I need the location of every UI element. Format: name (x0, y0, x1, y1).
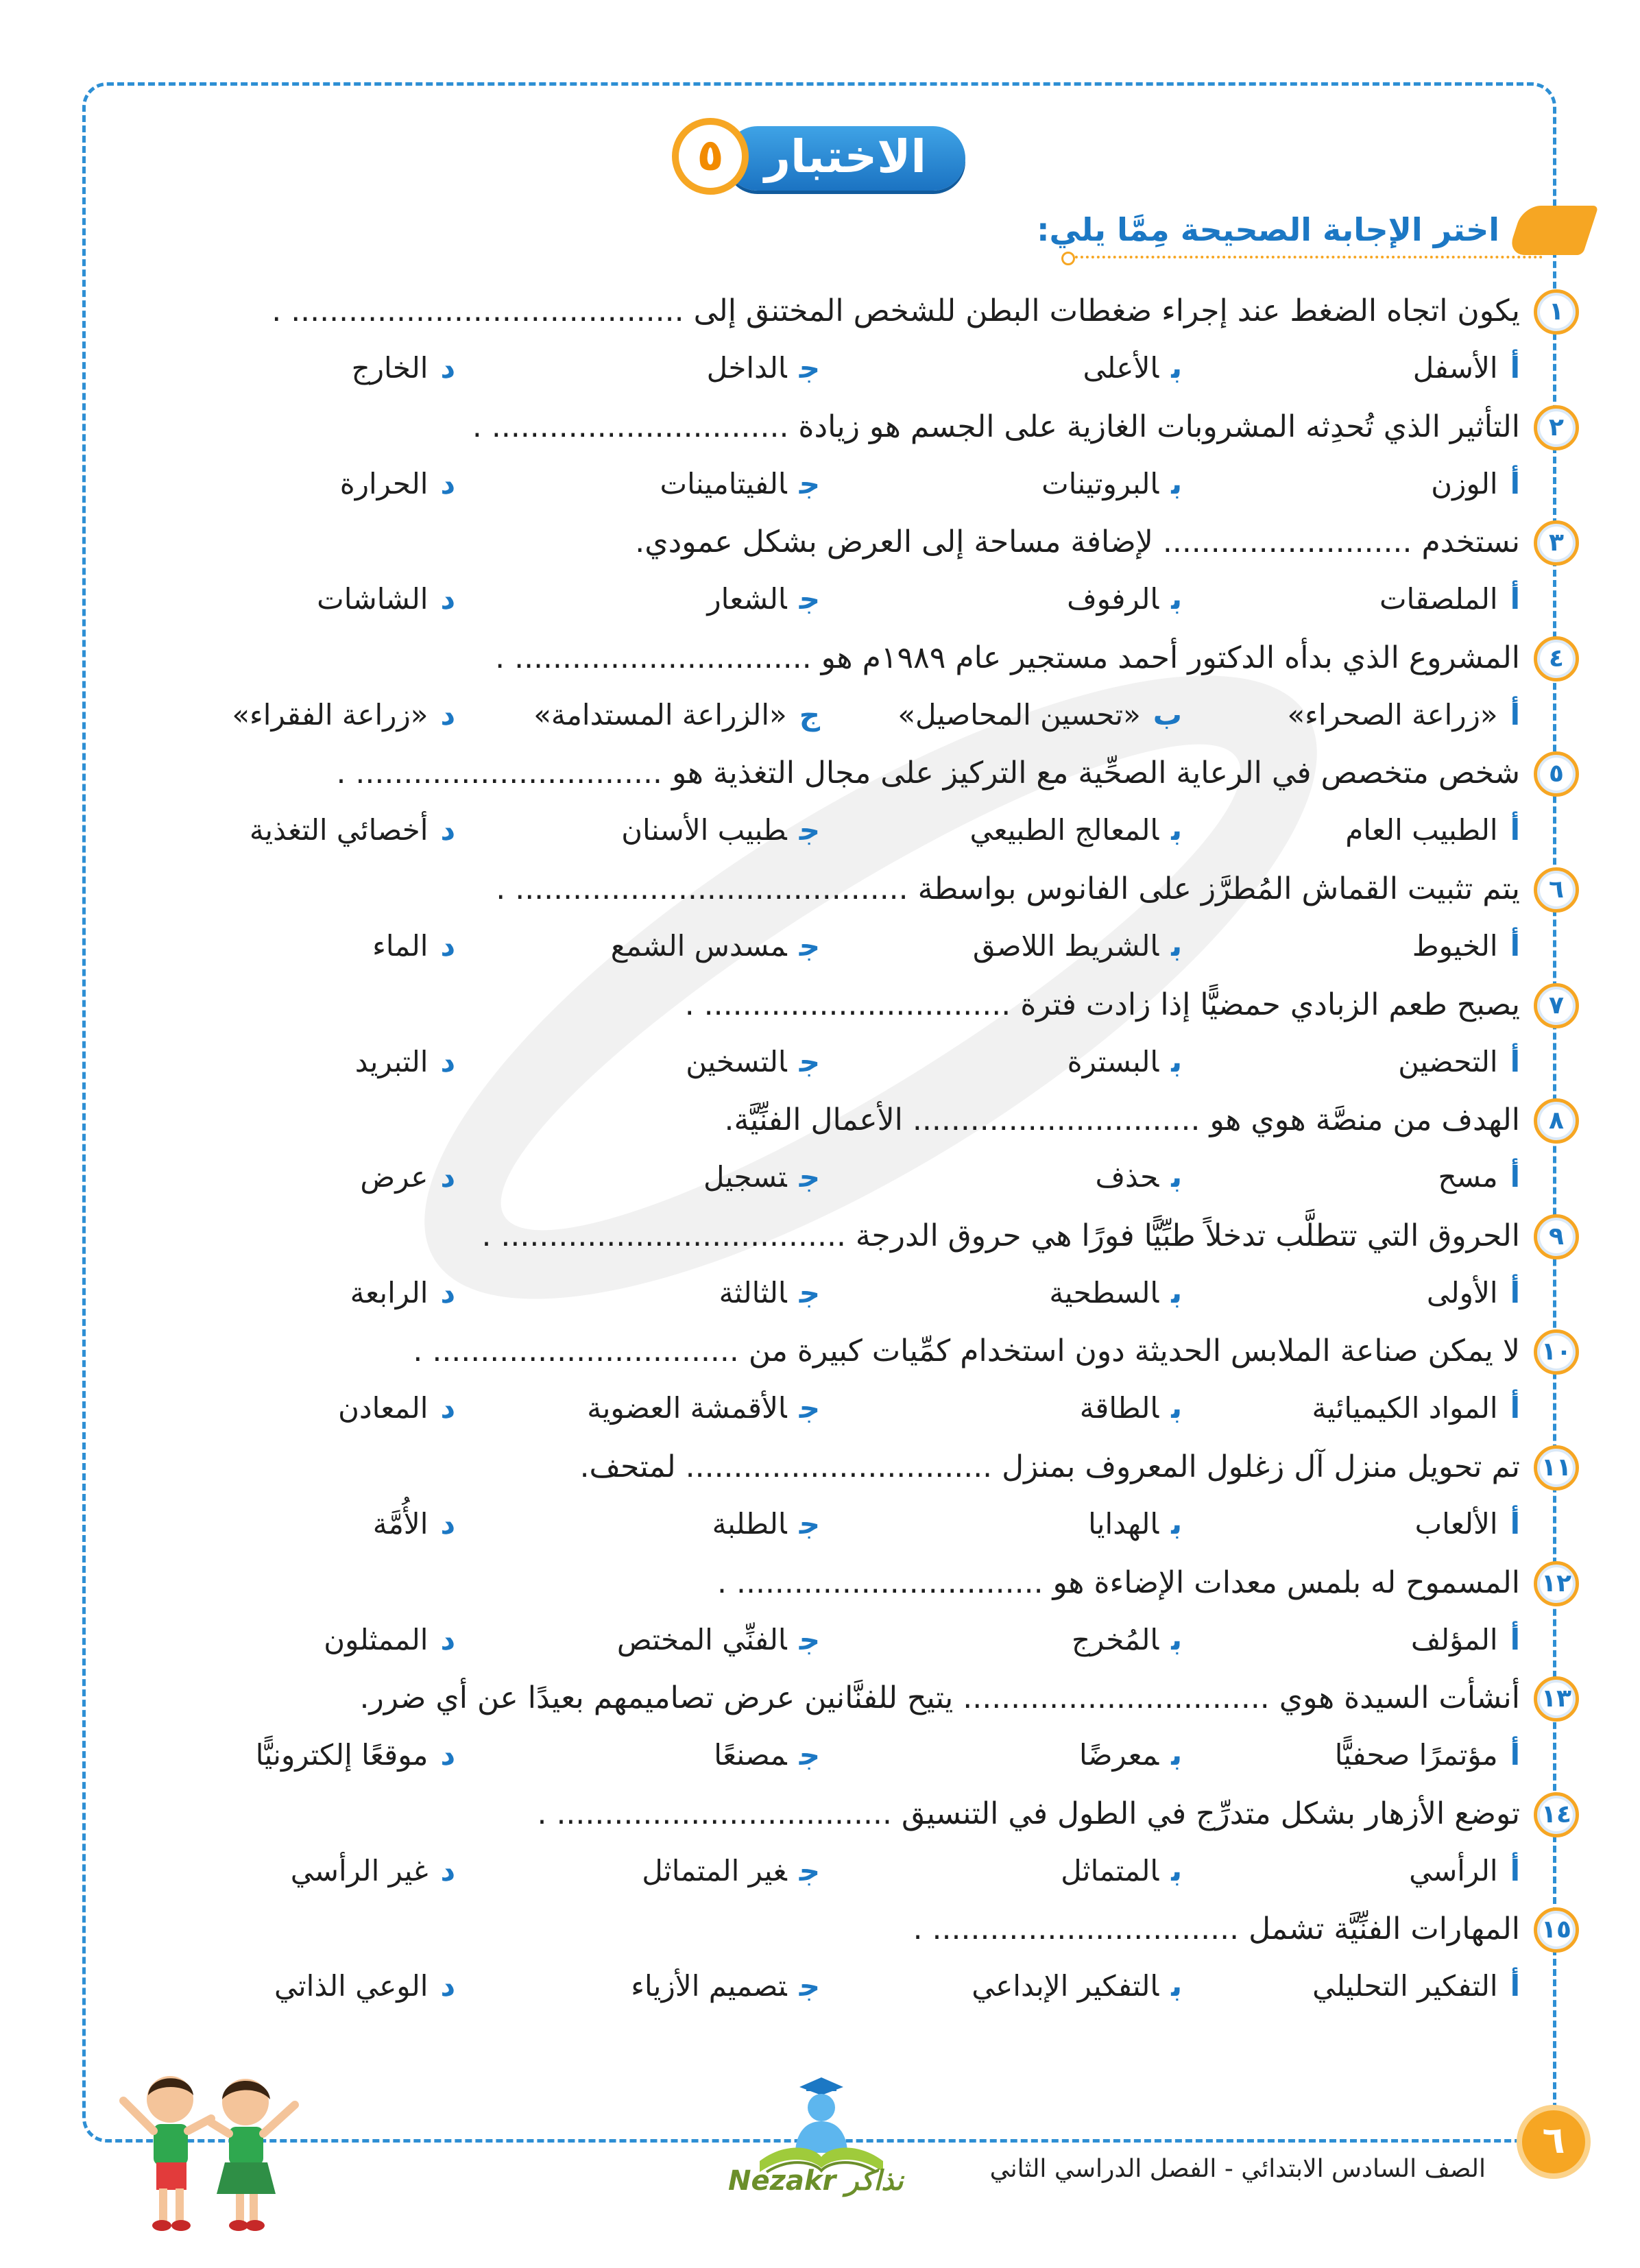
option-label: طبيب الأسنان (621, 813, 787, 847)
option-label: التفكير الإبداعي (972, 1969, 1159, 2003)
question-item (0, 749, 1640, 865)
option-label: الخيوط (1412, 929, 1498, 963)
question-text: يتم تثبيت القماش المُطرَّز على الفانوس بواسطة ......................................... . (496, 871, 1520, 906)
option-label: التفكير التحليلي (1312, 1969, 1498, 2003)
answer-option[interactable] (256, 1731, 455, 1779)
answer-option[interactable] (1312, 1384, 1520, 1432)
answer-option[interactable] (621, 806, 820, 854)
option-label: الثالثة (719, 1276, 787, 1310)
option-letter: د (440, 467, 455, 500)
answer-option[interactable] (250, 806, 455, 854)
option-label: الحرارة (339, 467, 429, 500)
option-label: المعادن (338, 1391, 429, 1425)
option-label: التسخين (686, 1045, 787, 1078)
option-letter: ج (799, 1738, 820, 1772)
option-letter: ج (799, 1391, 820, 1425)
option-label: «زراعة الفقراء» (232, 698, 429, 732)
question-number-badge: ٥ (1534, 751, 1579, 797)
answer-option[interactable] (232, 691, 455, 739)
answer-option[interactable] (1335, 1731, 1520, 1779)
question-item (0, 865, 1640, 981)
answer-option[interactable] (712, 1500, 820, 1548)
option-letter: ج (799, 698, 820, 732)
question-text: الهدف من منصَّة هوي هو .............................. الأعمال الفنِّيَّة. (724, 1102, 1520, 1137)
option-letter: ج (799, 813, 820, 847)
option-label: الرفوف (1067, 582, 1159, 616)
option-letter: أ (1510, 582, 1520, 616)
answer-option[interactable] (1061, 1847, 1182, 1895)
option-letter: ج (799, 1854, 820, 1887)
option-letter: ب (1171, 1276, 1182, 1310)
question-text: شخص متخصص في الرعاية الصحِّية مع التركيز على مجال التغذية هو ................................ . (336, 756, 1520, 791)
question-text: نستخدم .......................... لإضافة مساحة إلى العرض بشكل عمودي. (635, 524, 1520, 559)
option-label: الهدايا (1088, 1507, 1159, 1541)
question-number-badge: ٩ (1534, 1214, 1579, 1259)
question-number-badge: ١٤ (1534, 1792, 1579, 1837)
answer-option[interactable] (1079, 1731, 1182, 1779)
option-letter: د (440, 1045, 455, 1078)
option-letter: ب (1171, 1507, 1182, 1541)
page-number-badge: ٦ (1517, 2105, 1591, 2179)
answer-option[interactable] (291, 1847, 455, 1895)
answer-option[interactable] (352, 344, 455, 392)
option-label: عرض (360, 1160, 429, 1194)
option-label: الأولى (1426, 1276, 1498, 1310)
question-text: المسموح له بلمس معدات الإضاءة هو ................................ . (717, 1565, 1520, 1600)
option-label: «زراعة الصحراء» (1287, 698, 1498, 732)
answer-option[interactable] (707, 575, 820, 623)
option-letter: د (440, 813, 455, 847)
answer-option[interactable] (1096, 1153, 1182, 1201)
answer-option[interactable] (1049, 1269, 1182, 1317)
option-letter: أ (1510, 351, 1520, 385)
option-label: الطاقة (1079, 1391, 1159, 1425)
answer-option[interactable] (617, 1616, 820, 1664)
answer-option[interactable] (660, 460, 820, 508)
question-item (0, 1443, 1640, 1559)
question-number-badge: ٧ (1534, 983, 1579, 1028)
option-letter: أ (1510, 813, 1520, 847)
answer-option[interactable] (1083, 344, 1182, 392)
option-letter: أ (1510, 1738, 1520, 1772)
option-letter: أ (1510, 1623, 1520, 1656)
answer-option[interactable] (1413, 344, 1520, 392)
question-item (0, 1096, 1640, 1212)
answer-option[interactable] (355, 1038, 455, 1086)
option-letter: أ (1510, 698, 1520, 732)
answer-option[interactable] (1067, 575, 1182, 623)
answer-option[interactable] (1068, 1038, 1182, 1086)
option-letter: د (440, 1969, 455, 2003)
answer-option[interactable] (274, 1962, 455, 2010)
option-label: الوزن (1431, 467, 1498, 500)
option-label: المعالج الطبيعي (969, 813, 1159, 847)
option-label: التحضين (1398, 1045, 1498, 1078)
option-label: «الزراعة المستدامة» (533, 698, 787, 732)
option-letter: د (440, 1507, 455, 1541)
answer-option[interactable] (1398, 1038, 1520, 1086)
brand-name: Nezakr نذاكر (728, 2165, 904, 2197)
answer-option[interactable] (1072, 1616, 1182, 1664)
question-number-badge: ٤ (1534, 636, 1579, 681)
option-label: غير الرأسي (290, 1854, 429, 1887)
option-letter: ب (1171, 1623, 1182, 1656)
answer-option[interactable] (350, 1269, 455, 1317)
answer-option[interactable] (1080, 1384, 1182, 1432)
answer-option[interactable] (1438, 1153, 1520, 1201)
option-label: السطحية (1049, 1276, 1159, 1310)
answer-option[interactable] (703, 1153, 820, 1201)
option-label: البسترة (1067, 1045, 1159, 1078)
option-label: الوعي الذاتي (274, 1969, 429, 2003)
option-label: البروتينات (1041, 467, 1159, 500)
instruction-text: اختر الإجابة الصحيحة مِمَّا يلي: (1037, 211, 1499, 248)
option-letter: ج (799, 1623, 820, 1656)
answer-option[interactable] (1041, 460, 1182, 508)
answer-option[interactable] (1415, 1500, 1520, 1548)
option-label: الطبيب العام (1345, 813, 1498, 847)
option-label: الملصقات (1379, 582, 1498, 616)
option-label: مسدس الشمع (610, 929, 787, 963)
answer-option[interactable] (1345, 806, 1520, 854)
option-label: الماء (372, 929, 429, 963)
option-label: الألعاب (1414, 1507, 1498, 1541)
question-item (0, 1789, 1640, 1906)
option-letter: ب (1171, 582, 1182, 616)
option-label: المواد الكيميائية (1312, 1391, 1498, 1425)
question-text: التأثير الذي تُحدِثه المشروبات الغازية على الجسم هو زيادة ............................... . (472, 409, 1520, 444)
answer-option[interactable] (631, 1962, 820, 2010)
answer-option[interactable] (1431, 460, 1520, 508)
question-number-badge: ١٢ (1534, 1561, 1579, 1606)
question-item (0, 1905, 1640, 2021)
answer-option[interactable] (719, 1269, 820, 1317)
answer-option[interactable] (1088, 1500, 1182, 1548)
option-letter: د (440, 1276, 455, 1310)
exam-title-label: الاختبار (725, 126, 965, 191)
option-letter: أ (1510, 929, 1520, 963)
answer-option[interactable] (642, 1847, 820, 1895)
option-letter: ب (1153, 698, 1182, 732)
option-letter: د (440, 582, 455, 616)
question-number-badge: ٦ (1534, 867, 1579, 913)
question-item (0, 518, 1640, 634)
answer-option[interactable] (686, 1038, 820, 1086)
answer-option[interactable] (1427, 1269, 1520, 1317)
option-letter: ج (799, 1507, 820, 1541)
option-label: الأُمَّة (372, 1507, 429, 1541)
option-label: الخارج (351, 351, 429, 385)
question-text: لا يمكن صناعة الملابس الحديثة دون استخدام كمِّيات كبيرة من ................................ . (413, 1334, 1520, 1368)
option-label: الرابعة (350, 1276, 429, 1310)
option-label: مسح (1438, 1160, 1498, 1194)
answer-option[interactable] (317, 575, 455, 623)
option-letter: ب (1171, 467, 1182, 500)
option-label: الشريط اللاصق (972, 929, 1159, 963)
option-letter: ب (1171, 813, 1182, 847)
option-letter: د (440, 698, 455, 732)
option-label: الممثلون (324, 1623, 429, 1656)
answer-option[interactable] (1287, 691, 1520, 739)
answer-option[interactable] (533, 691, 820, 739)
option-label: تصميم الأزياء (631, 1969, 787, 2003)
question-text: المشروع الذي بدأه الدكتور أحمد مستجير عام ١٩٨٩م هو ............................... . (495, 640, 1520, 675)
question-item (0, 1674, 1640, 1790)
answer-option[interactable] (324, 1616, 455, 1664)
answer-option[interactable] (969, 806, 1182, 854)
option-letter: ب (1171, 1045, 1182, 1078)
option-label: المُخرج (1071, 1623, 1159, 1656)
answer-option[interactable] (714, 1731, 820, 1779)
question-text: يصبح طعم الزبادي حمضيًّا إذا زادت فترة ................................ . (684, 987, 1520, 1022)
option-label: «تحسين المحاصيل» (897, 698, 1141, 732)
answer-option[interactable] (1312, 1962, 1520, 2010)
option-letter: أ (1510, 1276, 1520, 1310)
option-label: مؤتمرًا صحفيًّا (1334, 1738, 1498, 1772)
question-item (0, 1327, 1640, 1443)
answer-option[interactable] (973, 922, 1182, 970)
answer-option[interactable] (340, 460, 455, 508)
option-letter: د (440, 1738, 455, 1772)
question-text: يكون اتجاه الضغط عند إجراء ضغطات البطن للشخص المختنق إلى ......................................... . (272, 293, 1520, 328)
option-letter: ج (799, 929, 820, 963)
answer-option[interactable] (373, 1500, 455, 1548)
option-label: الفنِّي المختص (616, 1623, 787, 1656)
answer-option[interactable] (972, 1962, 1182, 2010)
option-label: الأسفل (1412, 351, 1498, 385)
answer-option[interactable] (1411, 1616, 1520, 1664)
question-item (0, 402, 1640, 519)
option-letter: أ (1510, 1507, 1520, 1541)
option-letter: ب (1171, 1969, 1182, 2003)
question-text: المهارات الفنِّيَّة تشمل ................................ . (913, 1911, 1520, 1946)
option-letter: ج (799, 1276, 820, 1310)
question-text: الحروق التي تتطلَّب تدخلاً طبِّيًّا فورًا هي حروق الدرجة .................................... . (481, 1218, 1520, 1253)
option-label: معرضًا (1079, 1738, 1159, 1772)
option-letter: د (440, 351, 455, 385)
option-letter: ب (1171, 1854, 1182, 1887)
option-label: موقعًا إلكترونيًّا (255, 1738, 429, 1772)
option-label: تسجيل (703, 1160, 787, 1194)
question-item (0, 287, 1640, 403)
answer-option[interactable] (372, 922, 455, 970)
question-item (0, 1558, 1640, 1675)
option-label: الرأسي (1409, 1854, 1498, 1887)
answer-option[interactable] (897, 691, 1182, 739)
question-item (0, 634, 1640, 750)
option-letter: د (440, 1160, 455, 1194)
option-label: الطلبة (712, 1507, 787, 1541)
question-text: توضع الأزهار بشكل متدرِّج في الطول في التنسيق ................................... . (537, 1796, 1520, 1831)
cartoon-kids-icon (108, 2060, 314, 2238)
question-number-badge: ١٥ (1534, 1907, 1579, 1953)
option-letter: د (440, 1623, 455, 1656)
option-label: التبريد (354, 1045, 429, 1078)
option-letter: أ (1510, 1391, 1520, 1425)
option-letter: ب (1171, 929, 1182, 963)
question-number-badge: ١٠ (1534, 1329, 1579, 1375)
option-label: حذف (1095, 1160, 1159, 1194)
exam-number-badge: ٥ (672, 118, 749, 195)
option-label: الفيتامينات (660, 467, 787, 500)
answer-option[interactable] (338, 1384, 455, 1432)
answer-option[interactable] (1412, 922, 1520, 970)
option-letter: أ (1510, 467, 1520, 500)
grade-text: الصف السادس الابتدائي - الفصل الدراسي الثاني (989, 2155, 1486, 2183)
option-letter: ب (1171, 1160, 1182, 1194)
option-label: غير المتماثل (642, 1854, 787, 1887)
option-letter: أ (1510, 1969, 1520, 2003)
option-label: المؤلف (1410, 1623, 1498, 1656)
question-number-badge: ٨ (1534, 1098, 1579, 1144)
question-text: أنشأت السيدة هوي ................................ يتيح للفنَّانين عرض تصاميمهم بعيدًا عن أي ضرر. (359, 1680, 1520, 1715)
answer-option[interactable] (360, 1153, 455, 1201)
question-item (0, 980, 1640, 1097)
answer-option[interactable] (1379, 575, 1520, 623)
option-letter: ج (799, 1045, 820, 1078)
question-number-badge: ١١ (1534, 1445, 1579, 1491)
option-label: الداخل (706, 351, 787, 385)
question-item (0, 1211, 1640, 1328)
answer-option[interactable] (587, 1384, 820, 1432)
option-letter: ب (1171, 1738, 1182, 1772)
option-letter: ج (799, 351, 820, 385)
option-letter: د (440, 1391, 455, 1425)
option-label: الأقمشة العضوية (587, 1391, 787, 1425)
option-letter: ج (799, 467, 820, 500)
option-letter: ب (1171, 1391, 1182, 1425)
option-letter: أ (1510, 1854, 1520, 1887)
option-letter: ج (799, 582, 820, 616)
option-letter: ج (799, 1160, 820, 1194)
question-text: تم تحويل منزل آل زغلول المعروف بمنزل ................................ لمتحف. (579, 1449, 1520, 1484)
question-number-badge: ١ (1534, 289, 1579, 335)
option-letter: أ (1510, 1045, 1520, 1078)
option-letter: د (440, 1854, 455, 1887)
option-label: الشعار (707, 582, 787, 616)
option-letter: أ (1510, 1160, 1520, 1194)
option-label: مصنعًا (714, 1738, 787, 1772)
question-number-badge: ٢ (1534, 405, 1579, 450)
option-label: أخصائي التغذية (249, 813, 429, 847)
option-label: الأعلى (1083, 351, 1159, 385)
option-label: المتماثل (1061, 1854, 1159, 1887)
answer-option[interactable] (1409, 1847, 1520, 1895)
option-letter: د (440, 929, 455, 963)
answer-option[interactable] (707, 344, 820, 392)
option-letter: ج (799, 1969, 820, 2003)
option-letter: ب (1171, 351, 1182, 385)
question-number-badge: ٣ (1534, 520, 1579, 566)
option-label: الشاشات (317, 582, 429, 616)
answer-option[interactable] (611, 922, 820, 970)
question-number-badge: ١٣ (1534, 1676, 1579, 1722)
